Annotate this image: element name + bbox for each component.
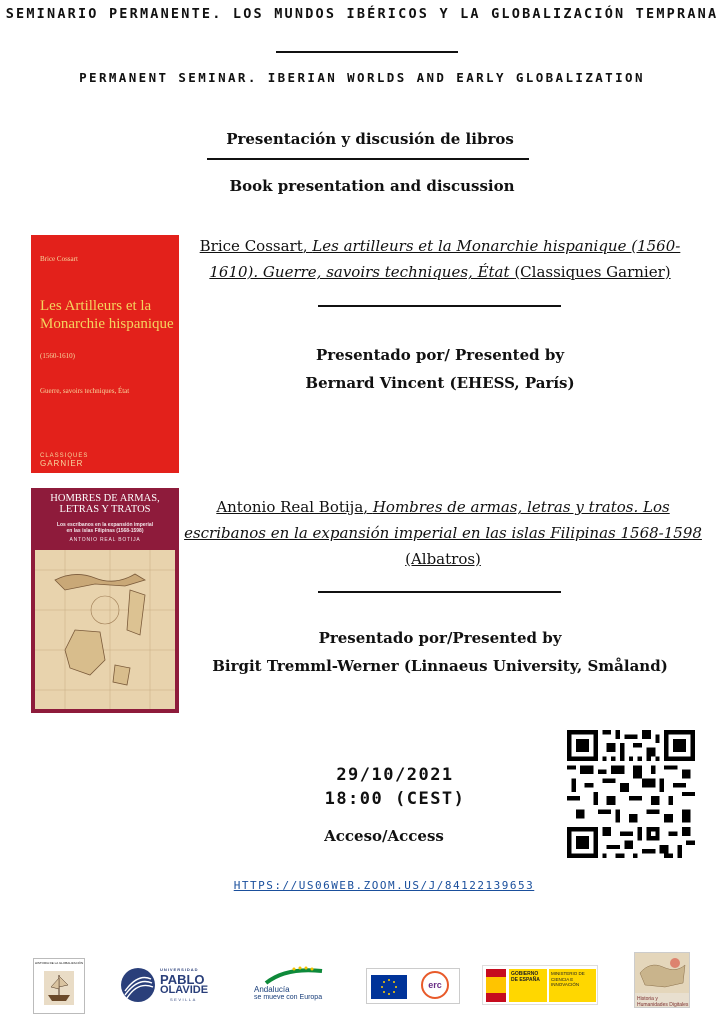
cover-title — [31, 493, 179, 515]
cover-publisher-line2: GARNIER — [40, 459, 84, 468]
eu-flag-icon — [371, 975, 407, 999]
cover-title-line2: LETRAS Y TRATOS — [59, 504, 151, 515]
erc-text: erc — [428, 980, 442, 990]
cover-author: ANTONIO REAL BOTIJA — [69, 537, 141, 543]
cover-publisher-line1: CLASSIQUES — [40, 453, 89, 459]
section-title-en: Book presentation and discussion — [229, 177, 515, 195]
andalucia-line2: se mueve con Europa — [254, 994, 323, 1001]
historia-globalizacion-logo-text: HISTORIA DE LA GLOBALIZACIÓN — [34, 961, 84, 965]
book-author: Antonio Real Botija — [216, 498, 364, 516]
book-reference-cossart[interactable] — [190, 233, 690, 285]
erc-logo-circle — [421, 971, 449, 999]
presenter-name: Bernard Vincent (EHESS, París) — [305, 374, 575, 392]
upo-name1: PABLO — [160, 972, 205, 987]
book-ref-line1: Antonio Real Botija, Hombres de armas, letras y tratos. Los — [216, 498, 670, 516]
book-reference-real-botija[interactable] — [178, 494, 708, 572]
cover-author: Brice Cossart — [40, 255, 78, 263]
book-title-part1: Les artilleurs et la Monarchie hispanique (1560- — [312, 237, 681, 255]
qr-code[interactable] — [567, 730, 695, 858]
book2-divider — [318, 591, 561, 593]
historia-humanidades-text: Historia y Humanidades Digitales — [637, 996, 689, 1008]
andalucia-europa-logo — [254, 965, 330, 1007]
zoom-link[interactable]: HTTPS://US06WEB.ZOOM.US/J/84122139653 — [233, 879, 535, 892]
presenter-name: Birgit Tremml-Werner (Linnaeus University, Småland) — [212, 657, 668, 675]
book-title-part2: 1610). Guerre, savoirs techniques, État — [209, 263, 510, 281]
cover-subtitle-line1: Los escribanos en la expansión imperial — [56, 522, 154, 528]
book-ref-line2 — [178, 520, 708, 546]
map-thumbnail-icon — [635, 953, 689, 993]
section-divider — [207, 158, 529, 160]
upo-top-text: UNIVERSIDAD — [160, 967, 199, 972]
presenter-block-1 — [240, 341, 640, 397]
event-time: 18:00 (CEST) — [324, 789, 466, 809]
cover-map-image — [35, 550, 175, 709]
book-ref-line2 — [190, 259, 690, 285]
header-divider — [276, 51, 458, 53]
andalucia-line1: Andalucía — [254, 985, 290, 994]
book-publisher: (Classiques Garnier) — [514, 263, 671, 281]
upo-logo — [120, 965, 210, 1005]
book-publisher: (Albatros) — [405, 550, 481, 568]
book-title-part1: Hombres de armas, letras y tratos. Los — [372, 498, 670, 516]
upo-name2: OLAVIDE — [160, 984, 209, 996]
book-ref-line3 — [178, 546, 708, 572]
seminar-title-es: SEMINARIO PERMANENTE. LOS MUNDOS IBÉRICOS Y LA GLOBALIZACIÓN TEMPRANA — [5, 6, 719, 22]
section-title-es: Presentación y discusión de libros — [226, 130, 514, 148]
gobierno-text: GOBIERNO DE ESPAÑA — [511, 971, 540, 983]
gobierno-ministerio-logo — [482, 965, 598, 1005]
presenter-block-2 — [180, 624, 700, 680]
access-label: Acceso/Access — [324, 827, 444, 845]
presented-label: Presentado por/Presented by — [318, 629, 562, 647]
book-cover-cossart — [31, 235, 179, 473]
historia-globalizacion-logo — [33, 958, 85, 1014]
cover-years: (1560-1610) — [40, 352, 75, 360]
ministerio-text: MINISTERIO DE CIENCIA E INNOVACIÓN — [551, 971, 585, 987]
seminar-title-en: PERMANENT SEMINAR. IBERIAN WORLDS AND EARLY GLOBALIZATION — [79, 70, 645, 85]
presented-label: Presentado por/ Presented by — [315, 346, 565, 364]
upo-emblem-icon — [120, 967, 156, 1003]
spain-coat-of-arms-icon — [486, 969, 506, 1002]
ship-icon — [34, 965, 84, 1013]
book1-divider — [318, 305, 561, 307]
book-cover-real-botija — [31, 488, 179, 713]
cover-title-line1: HOMBRES DE ARMAS, — [50, 493, 160, 504]
cover-title: Les Artilleurs et la Monarchie hispanique — [40, 298, 174, 332]
book-title-part2: escribanos en la expansión imperial en las islas Filipinas 1568-1598 — [184, 524, 702, 542]
cover-subtitle-line2: en las islas Filipinas (1568-1598) — [66, 528, 144, 534]
book-ref-line1: Brice Cossart, Les artilleurs et la Monarchie hispanique (1560- — [199, 237, 681, 255]
cover-publisher — [40, 453, 88, 467]
event-date: 29/10/2021 — [336, 765, 454, 785]
upo-city: SEVILLA — [170, 997, 197, 1002]
book-author: Brice Cossart — [199, 237, 303, 255]
historia-humanidades-digitales-logo — [634, 952, 690, 1008]
eu-erc-logo — [366, 968, 460, 1004]
cover-subtitle: Guerre, savoirs techniques, État — [40, 387, 130, 395]
cover-subtitle — [31, 522, 179, 534]
andalucia-swoosh-icon — [264, 965, 324, 985]
